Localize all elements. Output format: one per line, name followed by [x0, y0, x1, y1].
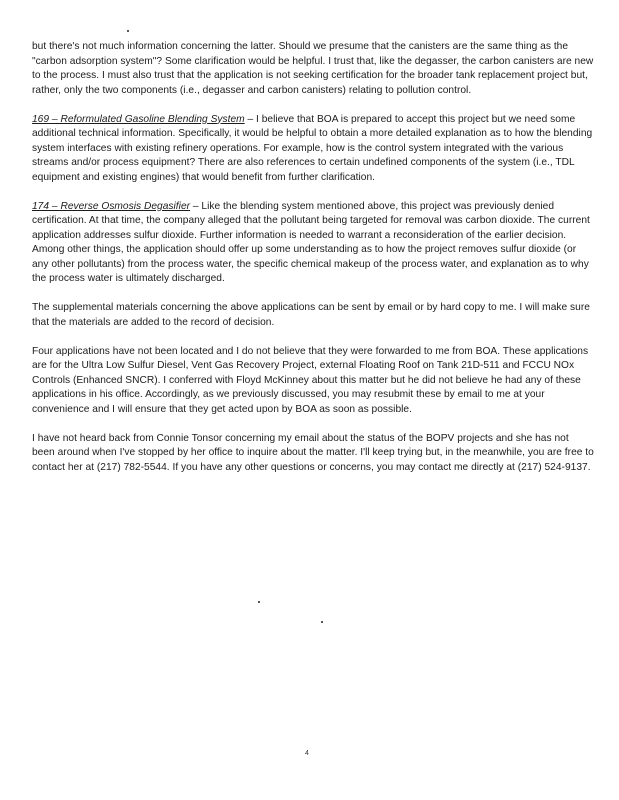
paragraph-missing-applications [32, 345, 594, 418]
scan-speck [127, 30, 129, 32]
section-heading: 169 – Reformulated Gasoline Blending System [32, 113, 245, 125]
paragraph-text: but there's not much information concerning the latter. Should we presume that the canisters are the same thing as the "carbon adsorption system"? Some clarification would be helpful. I trust that, like the degasser, the carbon canisters are new to the process. I must also trust that the application is not seeking certification for the broader tank replacement project but, rather, only the two components (i.e., degasser and carbon canisters) relating to pollution control. [32, 41, 594, 96]
paragraph-blending-system [32, 113, 594, 186]
paragraph-text: The supplemental materials concerning the above applications can be sent by email or by hard copy to me. I will make sure that the materials are added to the record of decision. [32, 302, 590, 328]
page-number: 4 [305, 750, 309, 757]
paragraph-supplemental-materials [32, 301, 594, 330]
paragraph-text: I have not heard back from Connie Tonsor concerning my email about the status of the BOPV projects and she has not been around when I've stopped by her office to inquire about the matter. I'll keep trying but, in the meanwhile, you are free to contact her at (217) 782-5544. If you have any other questions or concerns, you may contact me directly at (217) 524-9137. [32, 432, 594, 473]
paragraph-text: – Like the blending system mentioned above, this project was previously denied certification. At that time, the company alleged that the pollutant being targeted for removal was carbon dioxide. The current application addresses sulfur dioxide. Further information is needed to warrant a reconsideration of the earlier decision. Among other things, the application should offer up some understanding as to how the project removes sulfur dioxide (or any other pollutants) from the process water, the specific chemical makeup of the process water, and explanation as to why the process water is ultimately discharged. [32, 200, 590, 284]
section-heading: 174 – Reverse Osmosis Degasifier [32, 200, 191, 212]
paragraph-degasifier [32, 200, 594, 287]
paragraph-text: Four applications have not been located and I do not believe that they were forwarded to me from BOA. These applications are for the Ultra Low Sulfur Diesel, Vent Gas Recovery Project, external Floating Roof on Tank 21D-511 and FCCU NOx Controls (Enhanced SNCR). I conferred with Floyd McKinney about this matter but he did not believe he had any of these applications in his office. Accordingly, as we previously discussed, you may resubmit these by email to me at your convenience and I will ensure that they get acted upon by BOA as soon as possible. [32, 345, 589, 415]
paragraph-contact [32, 432, 594, 476]
paragraph-text: – I believe that BOA is prepared to accept this project but we need some additional technical information. Specifically, it would be helpful to obtain a more detailed explanation as to how the blending system interfaces with existing refinery operations. For example, how is the control system integrated with the various streams and/or process equipment? There are also references to certain undefined components of the system (i.e., TDL equipment and existing engines) that would benefit from further clarification. [32, 113, 593, 183]
scan-speck [258, 601, 260, 603]
paragraph-canisters [32, 40, 594, 98]
body-text [32, 40, 594, 490]
scan-speck [321, 621, 323, 623]
